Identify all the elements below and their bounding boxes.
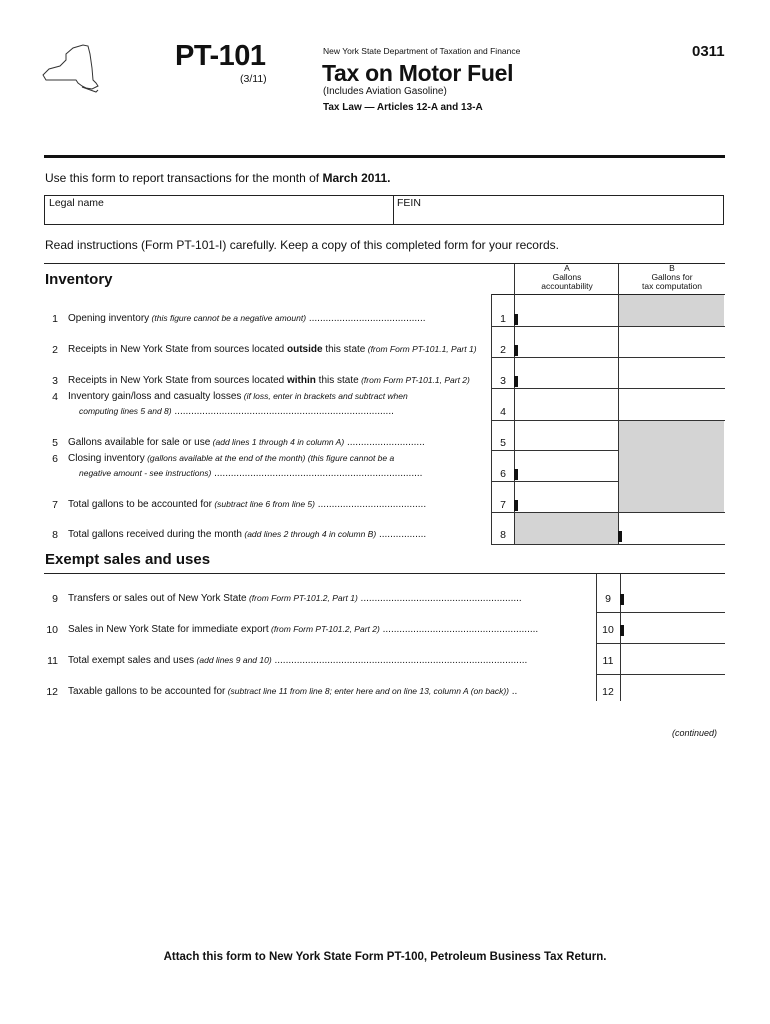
line-10-number: 10 — [46, 624, 58, 636]
line-2-column-b-input[interactable] — [622, 328, 722, 355]
line-9-note: (from Form PT-101.2, Part 1) — [246, 593, 358, 603]
line-12-text: Taxable gallons to be accounted for — [68, 686, 226, 697]
line-4-box-number: 4 — [500, 406, 506, 418]
line-11-box-number: 11 — [602, 655, 614, 667]
column-a-letter: A — [564, 263, 570, 273]
line-8-text: Total gallons received during the month — [68, 529, 242, 540]
line-7-number: 7 — [52, 499, 58, 511]
line-9-number: 9 — [52, 593, 58, 605]
line-2-column-a-input[interactable] — [518, 328, 616, 355]
line-12-description — [68, 686, 517, 697]
fein-label: FEIN — [397, 197, 421, 209]
exempt-number-column-left — [596, 574, 597, 701]
line-4-leader: ............................................................................... — [171, 406, 394, 417]
line-12-input[interactable] — [624, 676, 724, 700]
line-8-number: 8 — [52, 529, 58, 541]
instructions-text: Read instructions (Form PT-101-I) carefully. Keep a copy of this completed form for your records. — [45, 238, 559, 252]
line-5-note: (add lines 1 through 4 in column A) — [210, 437, 345, 447]
line-3-note: (from Form PT-101.1, Part 2) — [358, 375, 470, 385]
line-11-note: (add lines 9 and 10) — [194, 655, 272, 665]
line-3-text: Receipts in New York State from sources located — [68, 375, 287, 386]
line-1-note: (this figure cannot be a negative amount) — [149, 313, 307, 323]
line-11-input[interactable] — [624, 645, 724, 672]
line-4-column-b-input[interactable] — [622, 390, 722, 418]
column-b-header — [620, 264, 724, 291]
line-10-leader: ........................................................ — [379, 624, 539, 635]
line-11-description — [68, 655, 527, 666]
line-number-column-left — [491, 294, 492, 544]
row-3-rule — [491, 388, 725, 389]
column-b-letter: B — [669, 263, 675, 273]
line-7-box-number: 7 — [500, 499, 506, 511]
tax-law-reference: Tax Law — Articles 12-A and 13-A — [323, 102, 483, 113]
line-10-note: (from Form PT-101.2, Part 2) — [268, 624, 380, 634]
intro-prefix: Use this form to report transactions for the month of — [45, 171, 323, 185]
line-4-column-a-input[interactable] — [518, 390, 616, 418]
line-6-column-a-input[interactable] — [518, 452, 616, 479]
intro-month: March 2011. — [322, 171, 391, 185]
line-6-leader: ........................................................................... — [211, 468, 423, 479]
column-a-label-1: Gallons — [552, 272, 582, 282]
line-3-text-end: this state — [315, 375, 359, 386]
intro-text — [45, 171, 391, 185]
line-5-box-number: 5 — [500, 437, 506, 449]
line-8-box-number: 8 — [500, 529, 506, 541]
line-11-text: Total exempt sales and uses — [68, 655, 195, 666]
line-4-continuation — [79, 406, 394, 417]
line-6-continuation — [79, 468, 422, 479]
line-3-emphasis: within — [287, 375, 316, 386]
line-6-number: 6 — [52, 453, 58, 465]
attach-instruction: Attach this form to New York State Form PT-100, Petroleum Business Tax Return. — [163, 951, 607, 963]
form-title: Tax on Motor Fuel — [322, 60, 514, 86]
line-8-note: (add lines 2 through 4 in column B) — [242, 529, 377, 539]
row-1-rule — [491, 326, 725, 327]
line-1-description — [68, 313, 426, 324]
line-2-text-end: this state — [322, 344, 366, 355]
line-1-leader: .......................................... — [306, 313, 426, 324]
line-8-leader: ................. — [376, 529, 427, 540]
row-7-rule — [491, 512, 725, 513]
line-7-leader: ....................................... — [314, 499, 427, 510]
line-8-description — [68, 529, 426, 540]
line-5-text: Gallons available for sale or use — [68, 437, 211, 448]
line-9-input[interactable] — [624, 577, 724, 610]
column-b-label-1: Gallons for — [651, 272, 693, 282]
form-revision: (3/11) — [240, 73, 267, 85]
line-7-note: (subtract line 6 from line 5) — [211, 499, 315, 509]
inventory-section-title: Inventory — [45, 271, 113, 288]
line-5-number: 5 — [52, 437, 58, 449]
column-b-label-2: tax computation — [641, 281, 702, 291]
line-9-box-number: 9 — [605, 593, 611, 605]
line-10-box-number: 10 — [602, 624, 614, 636]
continued-note: (continued) — [672, 728, 718, 738]
column-a-label-2: accountability — [541, 281, 593, 291]
identification-divider — [393, 195, 394, 225]
legal-name-label: Legal name — [49, 197, 104, 209]
line-2-text: Receipts in New York State from sources located — [68, 344, 287, 355]
line-6-box-number: 6 — [500, 468, 506, 480]
line-10-text: Sales in New York State for immediate export — [68, 624, 269, 635]
row-10-rule — [596, 643, 725, 644]
line-12-note: (subtract line 11 from line 8; enter here and on line 13, column A (on back)) — [225, 686, 509, 696]
line-2-note: (from Form PT-101.1, Part 1) — [365, 344, 477, 354]
line-5-column-a-input[interactable] — [518, 422, 616, 448]
line-6-note: (gallons available at the end of the month) (this figure cannot be a — [144, 453, 395, 463]
row-8-rule — [491, 544, 725, 545]
column-a-header — [516, 264, 618, 291]
line-5-description — [68, 437, 425, 448]
line-4-number: 4 — [52, 391, 58, 403]
line-12-box-number: 12 — [602, 686, 614, 698]
line-6-description — [68, 453, 394, 464]
line-3-column-b-input[interactable] — [622, 359, 722, 386]
header-divider — [44, 155, 725, 158]
line-2-description — [68, 344, 477, 355]
line-6-note-cont: negative amount - see instructions) — [79, 468, 212, 478]
line-1-text: Opening inventory — [68, 313, 150, 324]
line-1-column-b-shaded — [619, 295, 724, 326]
line-12-leader: .. — [508, 686, 518, 697]
row-5-rule — [491, 450, 619, 451]
line-2-number: 2 — [52, 344, 58, 356]
line-7-description — [68, 499, 426, 510]
form-code: 0311 — [692, 43, 725, 60]
line-4-note-cont: computing lines 5 and 8) — [79, 406, 172, 416]
department-name: New York State Department of Taxation and Finance — [323, 46, 521, 56]
row-9-rule — [596, 612, 725, 613]
line-2-emphasis: outside — [287, 344, 323, 355]
line-5-leader: ............................ — [344, 437, 425, 448]
line-3-description — [68, 375, 470, 386]
row-11-rule — [596, 674, 725, 675]
line-7-text: Total gallons to be accounted for — [68, 499, 212, 510]
line-1-box-number: 1 — [500, 313, 506, 325]
exempt-top-rule — [44, 573, 725, 574]
line-4-note: (if loss, enter in brackets and subtract when — [241, 391, 408, 401]
line-1-number: 1 — [52, 313, 58, 325]
line-11-number: 11 — [47, 655, 58, 667]
row-2-rule — [491, 357, 725, 358]
line-7-column-a-input[interactable] — [518, 483, 616, 510]
identification-box — [44, 195, 724, 225]
line-9-description — [68, 593, 522, 604]
line-3-number: 3 — [52, 375, 58, 387]
new-york-state-outline-icon — [40, 42, 100, 94]
form-number: PT-101 — [175, 40, 266, 72]
legal-name-field[interactable] — [49, 197, 104, 209]
line-10-input[interactable] — [624, 614, 724, 641]
row-4-rule — [491, 420, 725, 421]
line-10-description — [68, 624, 538, 635]
line-3-box-number: 3 — [500, 375, 506, 387]
column-a-header-left-line — [514, 264, 515, 294]
line-3-column-a-input[interactable] — [518, 359, 616, 386]
exempt-section-title: Exempt sales and uses — [45, 551, 211, 568]
line-2-box-number: 2 — [500, 344, 506, 356]
line-9-leader: .......................................................... — [357, 593, 522, 604]
line-11-leader: ........................................................................................... — [271, 655, 528, 666]
fein-field[interactable] — [397, 197, 421, 209]
line-4-description — [68, 391, 408, 402]
line-6-text: Closing inventory — [68, 453, 145, 464]
line-12-number: 12 — [46, 686, 58, 698]
form-subtitle: (Includes Aviation Gasoline) — [323, 86, 447, 97]
line-4-text: Inventory gain/loss and casualty losses — [68, 391, 242, 402]
line-8-column-b-input[interactable] — [622, 514, 722, 542]
row-6-rule — [491, 481, 619, 482]
line-1-column-a-input[interactable] — [518, 297, 616, 324]
lines-5-7-column-b-shaded — [619, 420, 724, 512]
line-9-text: Transfers or sales out of New York State — [68, 593, 247, 604]
column-b-header-left-line — [618, 264, 619, 294]
line-8-column-a-shaded — [515, 512, 618, 544]
